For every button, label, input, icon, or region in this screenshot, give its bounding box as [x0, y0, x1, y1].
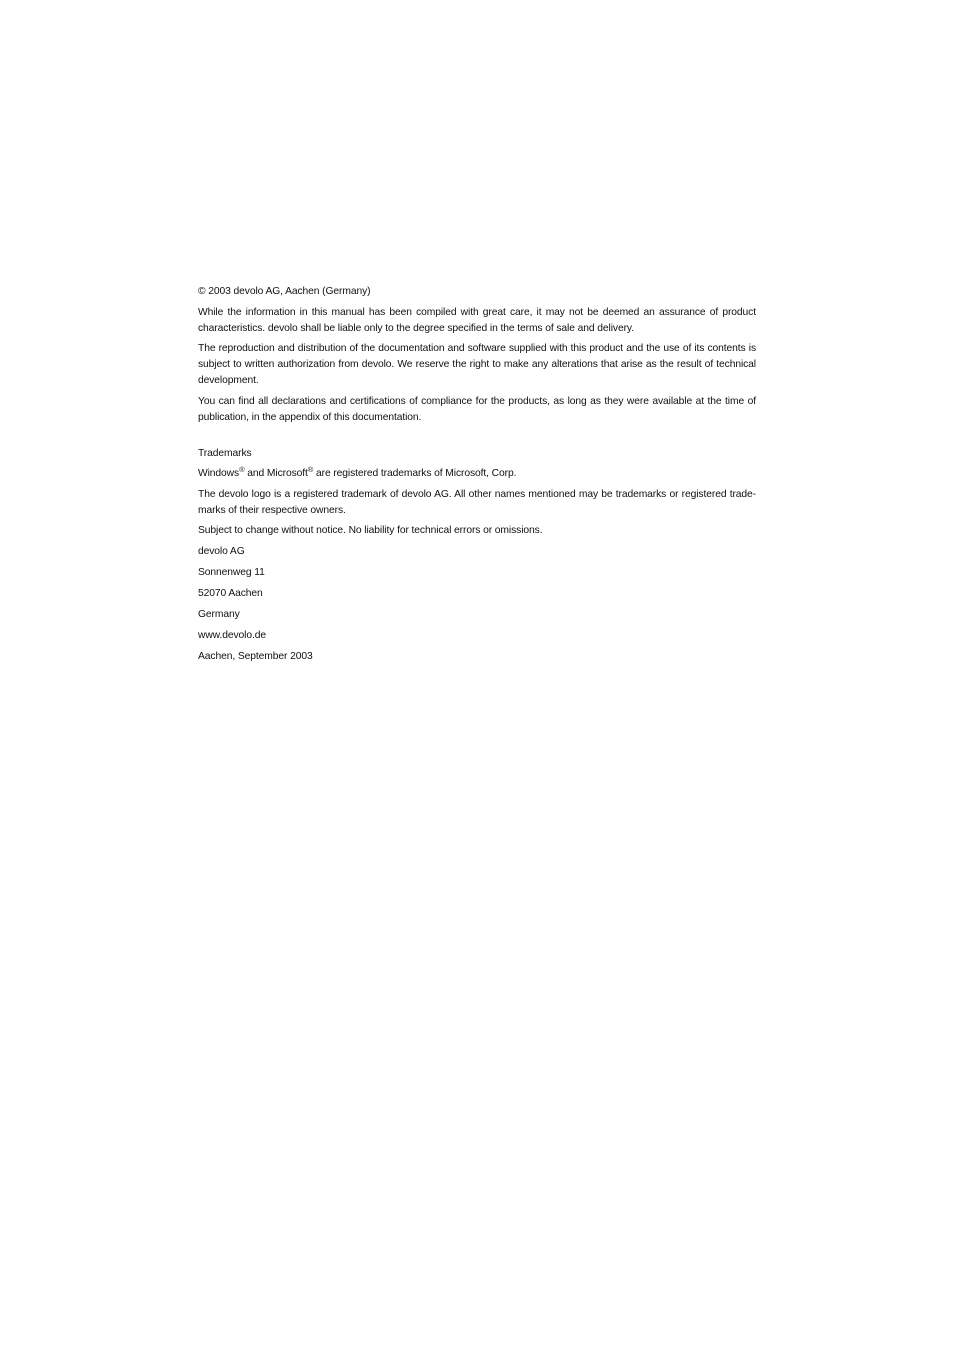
- date-line: Aachen, September 2003: [198, 650, 313, 662]
- registered-text: are registered trademarks of Microsoft, Corp.: [313, 468, 517, 479]
- registered-mark: ®: [239, 465, 245, 474]
- windows-name: Windows: [198, 468, 240, 479]
- microsoft-name: Microsoft: [266, 468, 308, 479]
- care-notice-paragraph: While the information in this manual has been compiled with great care, it may not be deemed an assurance of product characteristics. devolo shall be liable only to the degree specified in the terms of sale and delivery.: [198, 306, 756, 334]
- copyright-line: © 2003 devolo AG, Aachen (Germany): [198, 286, 371, 297]
- website-link[interactable]: www.devolo.de: [198, 629, 266, 641]
- address-country: Germany: [198, 608, 240, 620]
- compliance-paragraph: You can find all declarations and certifications of compliance for the products, as long as they were available at the time of publication, in the appendix of this documentation.: [198, 395, 756, 423]
- registered-mark: ®: [307, 465, 314, 474]
- reproduction-paragraph: The reproduction and distribution of the documentation and software supplied with this product and the use of its contents is subject to written authorization from devolo. We reserve the right to make any alterations that arise as the result of technical development.: [198, 343, 756, 386]
- imprint-page: [198, 284, 756, 670]
- devolo-logo-paragraph: The devolo logo is a registered trademark of devolo AG. All other names mentioned may be trademarks or registered trade-marks of their respective owners.: [198, 488, 756, 516]
- microsoft-trademark-line: [198, 466, 756, 482]
- address-city: 52070 Aachen: [198, 587, 263, 599]
- trademarks-heading: Trademarks: [198, 447, 252, 459]
- and-text: and: [244, 468, 267, 479]
- address-street: Sonnenweg 11: [198, 566, 265, 578]
- change-notice-line: Subject to change without notice. No liability for technical errors or omissions.: [198, 525, 543, 536]
- address-company: devolo AG: [198, 545, 245, 557]
